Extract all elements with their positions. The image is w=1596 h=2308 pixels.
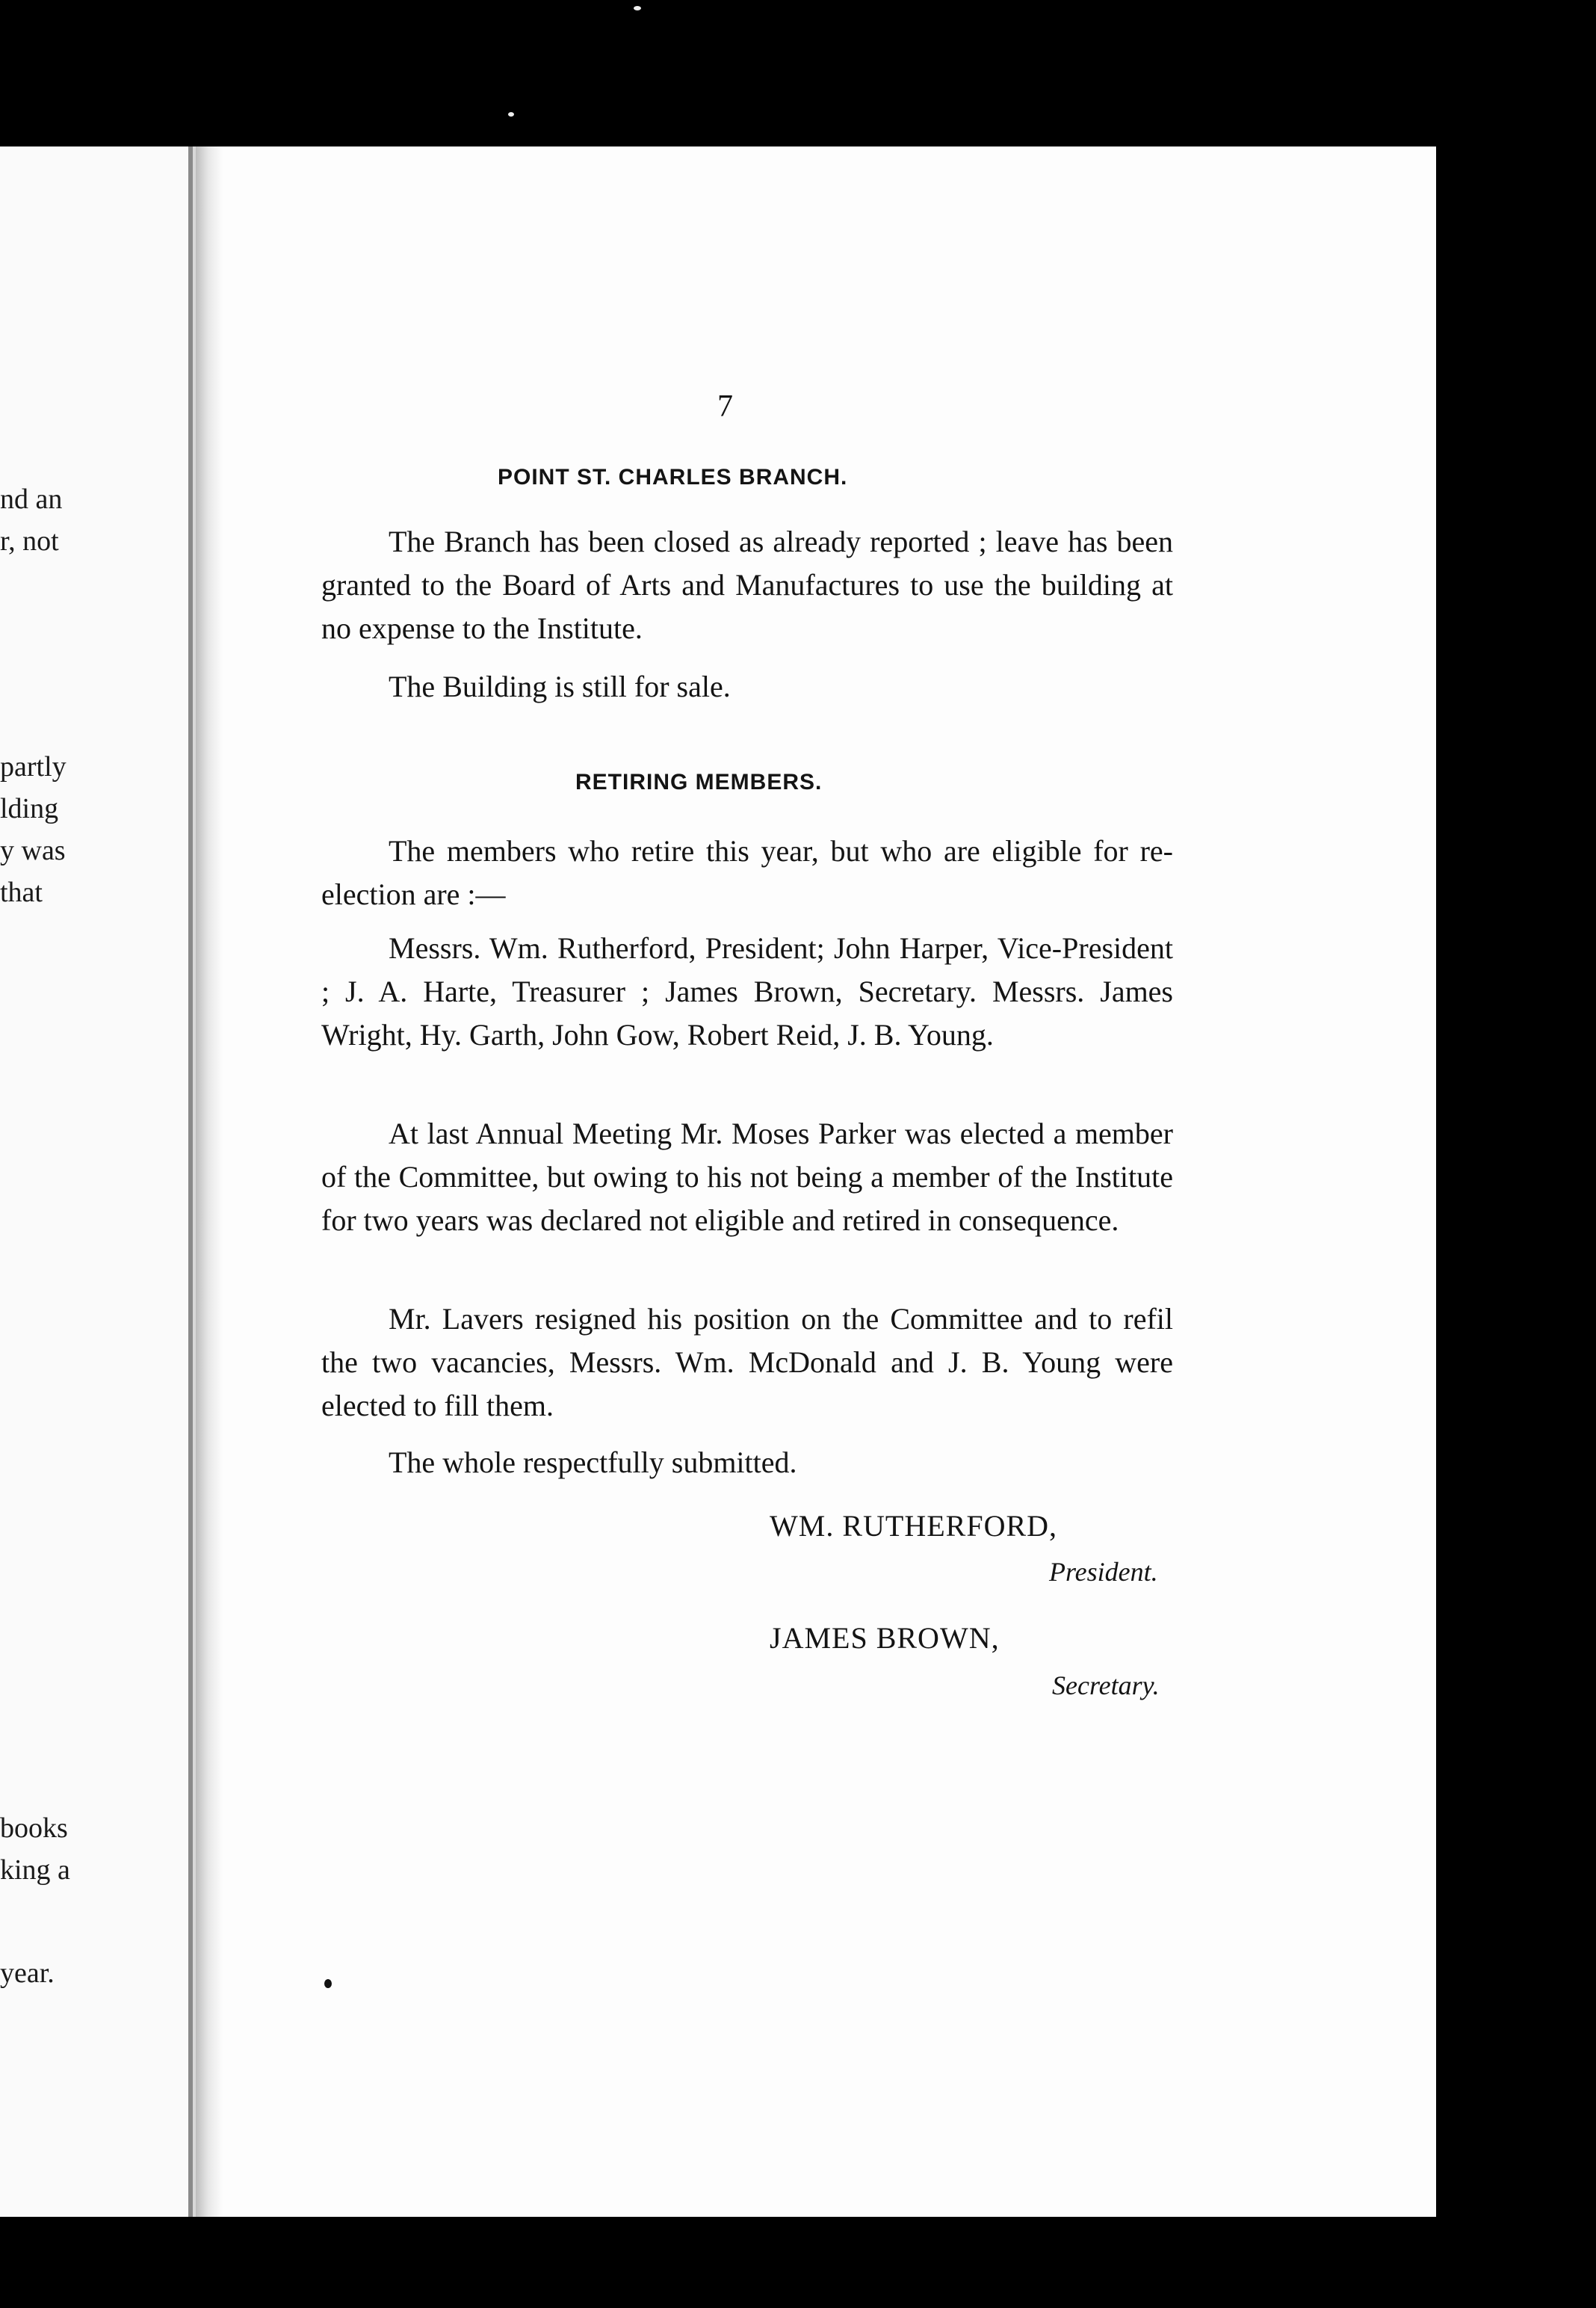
prev-fragment: king a <box>0 1854 70 1886</box>
prev-fragment: y was <box>0 835 66 866</box>
paragraph: The whole respectfully submitted. <box>389 1445 797 1479</box>
section-heading-retiring-members: RETIRING MEMBERS. <box>575 770 823 794</box>
prev-fragment: lding <box>0 793 59 824</box>
signature-name-secretary: JAMES BROWN, <box>770 1621 1000 1655</box>
scan-speck <box>508 112 514 117</box>
scan-speck <box>1456 564 1463 574</box>
paragraph: The Building is still for sale. <box>389 670 731 703</box>
paragraph: The Branch has been closed as already reported ; leave has been granted to the Board of Arts and Manufactures to use the building at no expense to the Institute. <box>321 525 1173 645</box>
paragraph: Messrs. Wm. Rutherford, President; John Harper, Vice-President ; J. A. Harte, Treasurer ; James Brown, Secretary. Messrs. James Wright, Hy. Garth, John Gow, Robert Reid, J. B. Young. <box>321 931 1173 1052</box>
scan-speck <box>324 1979 332 1988</box>
page-gutter <box>196 146 223 2217</box>
paragraph: Mr. Lavers resigned his position on the Committee and to refil the two vacancies, Messrs. Wm. McDonald and J. B. Young were elected to fill them. <box>321 1302 1173 1422</box>
scan-speck <box>634 6 641 10</box>
previous-page-edge <box>0 146 196 2217</box>
prev-fragment: that <box>0 877 43 908</box>
prev-fragment: partly <box>0 751 66 783</box>
paragraph: At last Annual Meeting Mr. Moses Parker was elected a member of the Committee, but owing to his not being a member of the Institute for two years was declared not eligible and retired in consequence. <box>321 1117 1173 1237</box>
page-number: 7 <box>717 389 733 424</box>
signature-title-president: President. <box>1049 1557 1158 1587</box>
paragraph: The members who retire this year, but who are eligible for re-election are :— <box>321 834 1173 911</box>
section-heading-point-st-charles: POINT ST. CHARLES BRANCH. <box>498 465 848 490</box>
prev-fragment: year. <box>0 1957 55 1989</box>
prev-fragment: r, not <box>0 525 59 557</box>
page-fold-line <box>188 146 193 2217</box>
signature-title-secretary: Secretary. <box>1052 1670 1160 1700</box>
prev-fragment: books <box>0 1812 68 1844</box>
signature-name-president: WM. RUTHERFORD, <box>770 1509 1058 1543</box>
prev-fragment: nd an <box>0 484 63 515</box>
